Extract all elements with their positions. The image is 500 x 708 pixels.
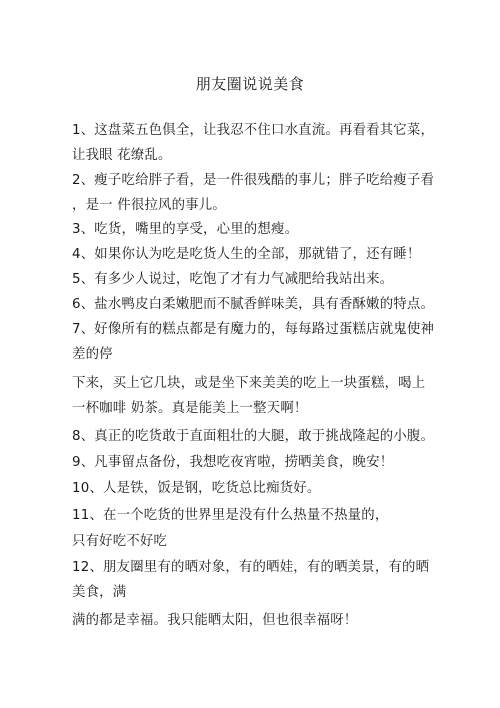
document-title: 朋友圈说说美食 — [195, 75, 305, 93]
text-line: 下来，买上它几块，或是坐下来美美的吃上一块蛋糕，喝上 — [72, 376, 426, 391]
text-line: 让我眼 花缭乱。 — [72, 148, 172, 163]
text-line: 美食，满 — [72, 585, 127, 600]
text-line: 7、好像所有的糕点都是有魔力的，每每路过蛋糕店就鬼使神 — [72, 322, 435, 337]
text-line: 12、朋友圈里有的晒对象，有的晒娃，有的晒美景，有的晒 — [72, 560, 430, 575]
text-line: 11、在一个吃货的世界里是没有什么热量不热量的， — [72, 508, 389, 523]
text-line: 1、这盘菜五色俱全，让我忍不住口水直流。再看看其它菜， — [72, 123, 435, 138]
text-line: 差的停 — [72, 347, 113, 362]
text-line: ，是一 件很拉风的事儿。 — [72, 198, 226, 213]
text-line: 4、如果你认为吃是吃货人生的全部，那就错了，还有睡！ — [72, 247, 421, 262]
text-line: 满的都是幸福。我只能晒太阳，但也很幸福呀！ — [72, 613, 358, 628]
text-line: 只有好吃不好吃 — [72, 534, 168, 549]
text-line: 10、人是铁，饭是钢，吃货总比痴货好。 — [72, 481, 321, 496]
text-line: 6、盐水鸭皮白柔嫩肥而不腻香鲜味美，具有香酥嫩的特点。 — [72, 297, 435, 312]
text-line: 2、瘦子吃给胖子看，是一件很残酷的事儿；胖子吃给瘦子看 — [72, 173, 435, 188]
text-line: 一杯咖啡 奶茶。真是能美上一整天啊！ — [72, 401, 308, 416]
text-line: 3、吃货，嘴里的享受，心里的想瘦。 — [72, 222, 299, 237]
text-line: 8、真正的吃货敢于直面粗壮的大腿，敢于挑战隆起的小腹。 — [72, 429, 435, 444]
text-line: 9、凡事留点备份，我想吃夜宵啦，捞晒美食，晚安！ — [72, 455, 394, 470]
text-line: 5、有多少人说过，吃饱了才有力气减肥给我站出来。 — [72, 272, 394, 287]
